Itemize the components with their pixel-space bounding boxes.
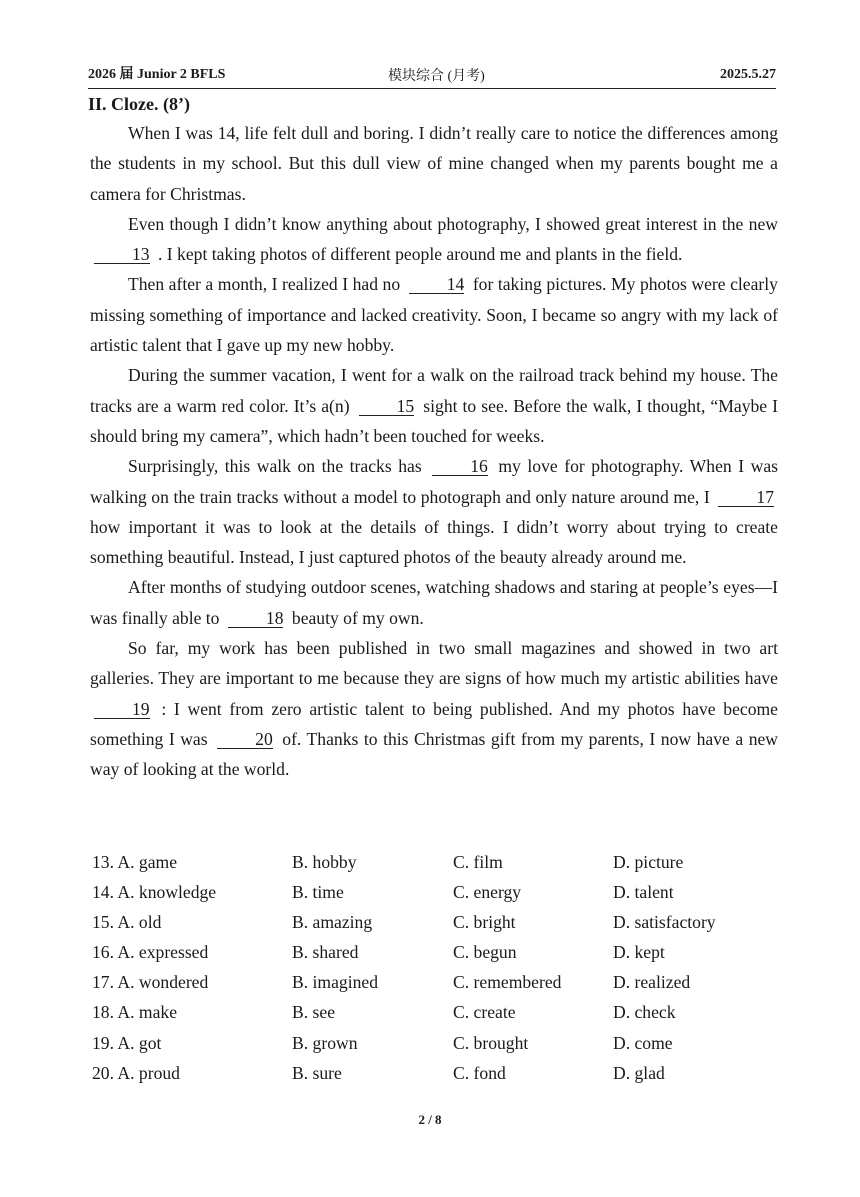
passage-text: of. Thanks to this Christmas gift from my parents, I now have a new way of looking at the world.	[90, 728, 779, 780]
blank-number: 17	[718, 488, 774, 507]
passage-paragraph	[90, 572, 778, 633]
option-choice: C. remembered	[453, 972, 562, 993]
passage-text: beauty of my own.	[291, 607, 424, 628]
option-choice: D. realized	[613, 972, 691, 993]
cloze-passage	[90, 118, 778, 785]
option-choice: D. check	[613, 1002, 676, 1023]
option-row	[92, 1002, 782, 1032]
option-row	[92, 882, 782, 912]
option-choice: 18. A. make	[92, 1002, 178, 1023]
option-choice: D. satisfactory	[613, 912, 716, 933]
passage-text: During the summer vacation, I went for a walk on the railroad track behind my house. The tracks are a warm red color. It’s a(n)	[90, 365, 778, 416]
passage-text: how important it was to look at the details of things. I didn’t worry about trying to create something beautiful. Instead, I just captured photos of the beauty already around me.	[90, 516, 778, 568]
option-choice: C. brought	[453, 1032, 529, 1053]
page-header	[88, 62, 776, 89]
header-class-label: 2026 届 Junior 2 BFLS	[88, 67, 226, 82]
blank-number: 18	[228, 609, 284, 628]
option-choice: B. shared	[292, 942, 359, 963]
option-choice: B. sure	[292, 1062, 342, 1083]
option-choice: D. talent	[613, 882, 674, 903]
option-choice: B. amazing	[292, 912, 373, 933]
passage-paragraph	[90, 360, 778, 451]
passage-text: my love for photography. When I was walking on the train tracks without a model to photograph and only nature around me, I	[90, 456, 778, 507]
option-choice: B. grown	[292, 1032, 358, 1053]
passage-text: . I kept taking photos of different people around me and plants in the field.	[158, 244, 683, 265]
passage-text: : I went from zero artistic talent to being published. And my photos have become something I was	[90, 698, 778, 749]
passage-text: So far, my work has been published in two small magazines and showed in two art galleries. They are important to me because they are signs of how much my artistic abilities have	[90, 638, 778, 689]
passage-paragraph	[90, 269, 778, 360]
option-choice: B. hobby	[292, 852, 357, 872]
option-choice: 14. A. knowledge	[92, 882, 217, 903]
option-choice: C. create	[453, 1002, 516, 1023]
passage-text: When I was 14, life felt dull and boring. I didn’t really care to notice the differences among the students in my school. But this dull view of mine changed when my parents bought me a camera for Christmas.	[90, 123, 778, 204]
option-choice: C. fond	[453, 1062, 506, 1083]
blank-number: 16	[432, 457, 488, 476]
option-choice: 13. A. game	[92, 852, 178, 872]
passage-text: Even though I didn’t know anything about photography, I showed great interest in the new	[128, 213, 778, 234]
option-row	[92, 912, 782, 942]
option-choice: 19. A. got	[92, 1032, 162, 1053]
passage-paragraph	[90, 451, 778, 572]
option-row	[92, 1063, 782, 1093]
option-choice: 20. A. proud	[92, 1062, 180, 1083]
passage-text: Then after a month, I realized I had no	[128, 274, 401, 295]
option-choice: C. bright	[453, 912, 516, 933]
passage-text: Surprisingly, this walk on the tracks has	[128, 456, 422, 477]
option-choice: D. glad	[613, 1062, 665, 1083]
blank-number: 13	[94, 245, 150, 264]
option-choice: C. begun	[453, 942, 517, 963]
passage-text: for taking pictures. My photos were clearly missing something of importance and lacked creativity. Soon, I became so angry with my lack of artistic talent that I gave up my new hobby.	[90, 274, 778, 356]
option-choice: C. energy	[453, 882, 522, 903]
passage-paragraph	[90, 209, 778, 270]
blank-number: 19	[94, 700, 150, 719]
option-choice: 15. A. old	[92, 912, 162, 933]
option-choice: B. time	[292, 882, 344, 903]
passage-paragraph	[90, 118, 778, 209]
passage-text: sight to see. Before the walk, I thought, “Maybe I should bring my camera”, which hadn’t been touched for weeks.	[90, 395, 778, 446]
answer-options	[92, 852, 782, 1093]
passage-paragraph	[90, 633, 778, 784]
option-choice: B. imagined	[292, 972, 379, 993]
header-date: 2025.5.27	[720, 67, 776, 82]
passage-text: After months of studying outdoor scenes, watching shadows and staring at people’s eyes—I was finally able to	[90, 577, 778, 628]
option-choice: 17. A. wondered	[92, 972, 209, 993]
option-choice: B. see	[292, 1002, 335, 1023]
page-number: 2 / 8	[418, 1112, 442, 1127]
option-row	[92, 972, 782, 1002]
option-choice: 16. A. expressed	[92, 942, 209, 963]
option-choice: D. picture	[613, 852, 684, 872]
blank-number: 14	[409, 275, 465, 294]
blank-number: 20	[217, 730, 273, 749]
option-choice: D. kept	[613, 942, 665, 963]
option-choice: C. film	[453, 852, 503, 872]
option-row	[92, 852, 782, 882]
option-row	[92, 1033, 782, 1063]
option-choice: D. come	[613, 1032, 673, 1053]
option-row	[92, 942, 782, 972]
section-title: II. Cloze. (8’)	[88, 94, 190, 114]
blank-number: 15	[359, 397, 415, 416]
header-exam-title: 模块综合 (月考)	[388, 69, 485, 84]
